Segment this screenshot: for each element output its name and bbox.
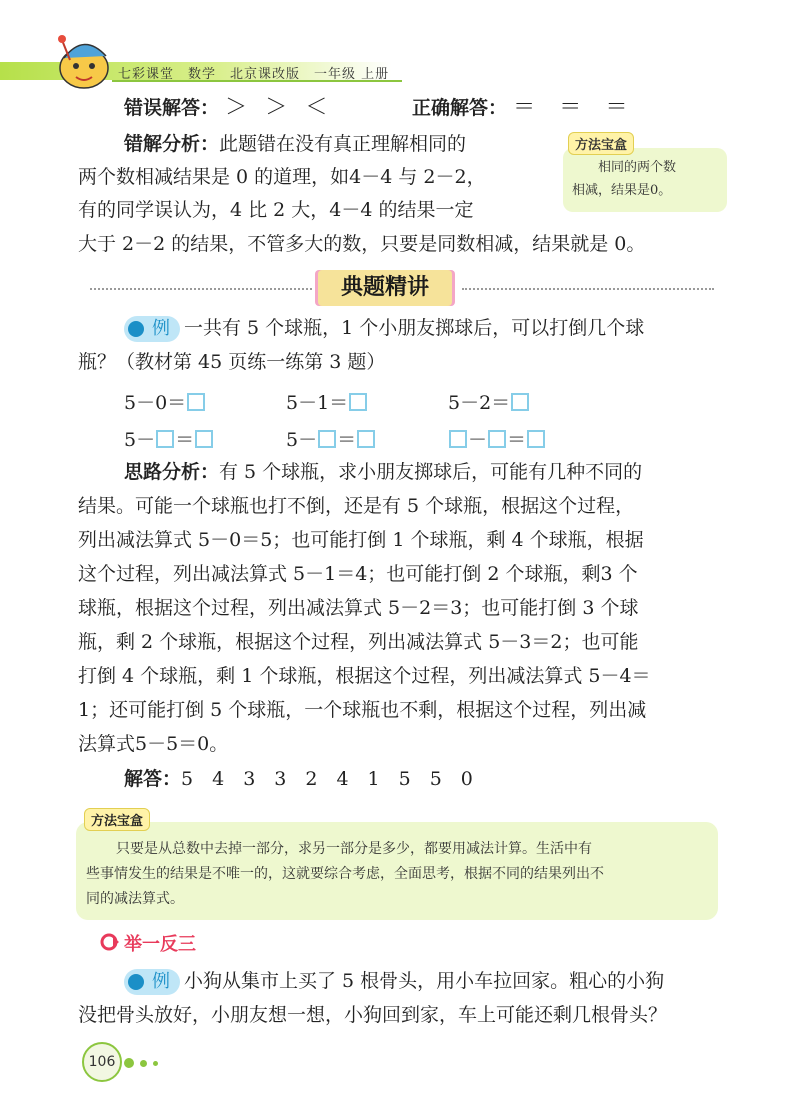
analysis-label: 思路分析： — [124, 461, 220, 483]
equation — [124, 425, 214, 452]
error-analysis-line: 大于 2－2 的结果，不管多大的数，只要是同数相减，结果就是 0。 — [78, 233, 646, 255]
error-answer-label: 错误解答： — [124, 97, 220, 119]
analysis-line: 打倒 4 个球瓶，剩 1 个球瓶，根据这个过程，列出减法算式 5－4＝ — [78, 665, 651, 687]
analysis-line: 这个过程，列出减法算式 5－1＝4；也可能打倒 2 个球瓶，剩3 个 — [78, 563, 638, 585]
answer-row — [124, 764, 473, 794]
arrow-icon — [100, 933, 120, 951]
equation — [124, 388, 206, 415]
equation — [286, 388, 368, 415]
error-symbol: ＞ — [225, 95, 248, 120]
equation — [448, 425, 546, 452]
equation-text: ＝ — [175, 429, 195, 451]
analysis-line: 列出减法算式 5－0＝5；也可能打倒 1 个球瓶，剩 4 个球瓶，根据 — [78, 529, 644, 551]
error-symbol: ＞ — [265, 95, 288, 120]
equation-text: ＝ — [507, 429, 527, 451]
equation — [286, 425, 376, 452]
mascot-icon — [48, 30, 118, 92]
answer-box — [318, 430, 336, 448]
equation-text: － — [468, 429, 488, 451]
error-analysis-line: 两个数相减结果是 0 的道理，如4－4 与 2－2， — [78, 166, 486, 188]
analysis-text: 有 5 个球瓶，求小朋友掷球后，可能有几种不同的 — [219, 461, 643, 483]
tip-text: 相减，结果是0。 — [572, 183, 672, 198]
analysis-line: 结果。可能一个球瓶也打不倒，还是有 5 个球瓶，根据这个过程， — [78, 495, 635, 517]
method-tag: 方法宝盒 — [84, 808, 150, 831]
method-text: 些事情发生的结果是不唯一的，这就要综合考虑，全面思考，根据不同的结果列出不 — [86, 866, 604, 882]
example-badge: 例 — [124, 969, 180, 995]
decor-dot — [124, 1058, 134, 1068]
equation-text: 5－ — [124, 429, 156, 451]
answer-box — [527, 430, 545, 448]
page-number: 106 — [82, 1042, 122, 1082]
correct-symbol: ＝ — [559, 95, 582, 120]
equation-text: 5－1＝ — [286, 392, 349, 414]
error-answer-row — [124, 93, 327, 123]
tip-text: 相同的两个数 — [598, 160, 677, 175]
answer-label: 解答： — [124, 768, 182, 790]
error-analysis-line: 有的同学误认为，4 比 2 大，4－4 的结果一定 — [78, 199, 474, 221]
answer-box — [195, 430, 213, 448]
answer-box — [156, 430, 174, 448]
example-text: 小狗从集市上买了 5 根骨头，用小车拉回家。粗心的小狗 — [184, 970, 665, 992]
answer-box — [488, 430, 506, 448]
example-badge: 例 — [124, 316, 180, 342]
example-text: 没把骨头放好，小朋友想一想，小狗回到家，车上可能还剩几根骨头？ — [78, 1004, 668, 1026]
decor-dot — [140, 1060, 147, 1067]
correct-answer-row — [412, 93, 627, 123]
answer-values: 5 4 3 3 2 4 1 5 5 0 — [181, 768, 473, 790]
section-title: 典题精讲 — [318, 270, 452, 306]
section-divider — [462, 288, 714, 290]
method-text: 同的减法算式。 — [86, 891, 184, 907]
equation — [448, 388, 530, 415]
analysis-line: 1；还可能打倒 5 个球瓶，一个球瓶也不剩，根据这个过程，列出减 — [78, 699, 647, 721]
analysis-line: 瓶，剩 2 个球瓶，根据这个过程，列出减法算式 5－3＝2；也可能 — [78, 631, 639, 653]
subhead: 举一反三 — [124, 934, 196, 955]
analysis-line — [124, 457, 642, 487]
tip-tag: 方法宝盒 — [568, 132, 634, 155]
error-analysis-text: 此题错在没有真正理解相同的 — [219, 133, 467, 155]
decor-dot — [153, 1061, 158, 1066]
answer-box — [511, 393, 529, 411]
header-title: 七彩课堂 数学 北京课改版 一年级 上册 — [118, 67, 390, 82]
answer-box — [357, 430, 375, 448]
correct-symbol: ＝ — [513, 95, 536, 120]
answer-box — [449, 430, 467, 448]
error-analysis-label: 错解分析： — [124, 133, 220, 155]
analysis-line: 球瓶，根据这个过程，列出减法算式 5－2＝3；也可能打倒 3 个球 — [78, 597, 639, 619]
example-text: 一共有 5 个球瓶，1 个小朋友掷球后，可以打倒几个球 — [184, 317, 645, 339]
correct-symbol: ＝ — [605, 95, 628, 120]
correct-answer-label: 正确解答： — [412, 97, 508, 119]
equation-text: ＝ — [337, 429, 357, 451]
answer-box — [187, 393, 205, 411]
equation-text: 5－2＝ — [448, 392, 511, 414]
equation-text: 5－ — [286, 429, 318, 451]
error-analysis-line — [124, 129, 466, 159]
method-text: 只要是从总数中去掉一部分，求另一部分是多少，都要用减法计算。生活中有 — [116, 841, 592, 857]
analysis-line: 法算式5－5＝0。 — [78, 733, 229, 755]
equation-text: 5－0＝ — [124, 392, 187, 414]
example-text: 瓶？（教材第 45 页练一练第 3 题） — [78, 351, 386, 373]
error-symbol: ＜ — [305, 95, 328, 120]
section-divider — [90, 288, 312, 290]
answer-box — [349, 393, 367, 411]
